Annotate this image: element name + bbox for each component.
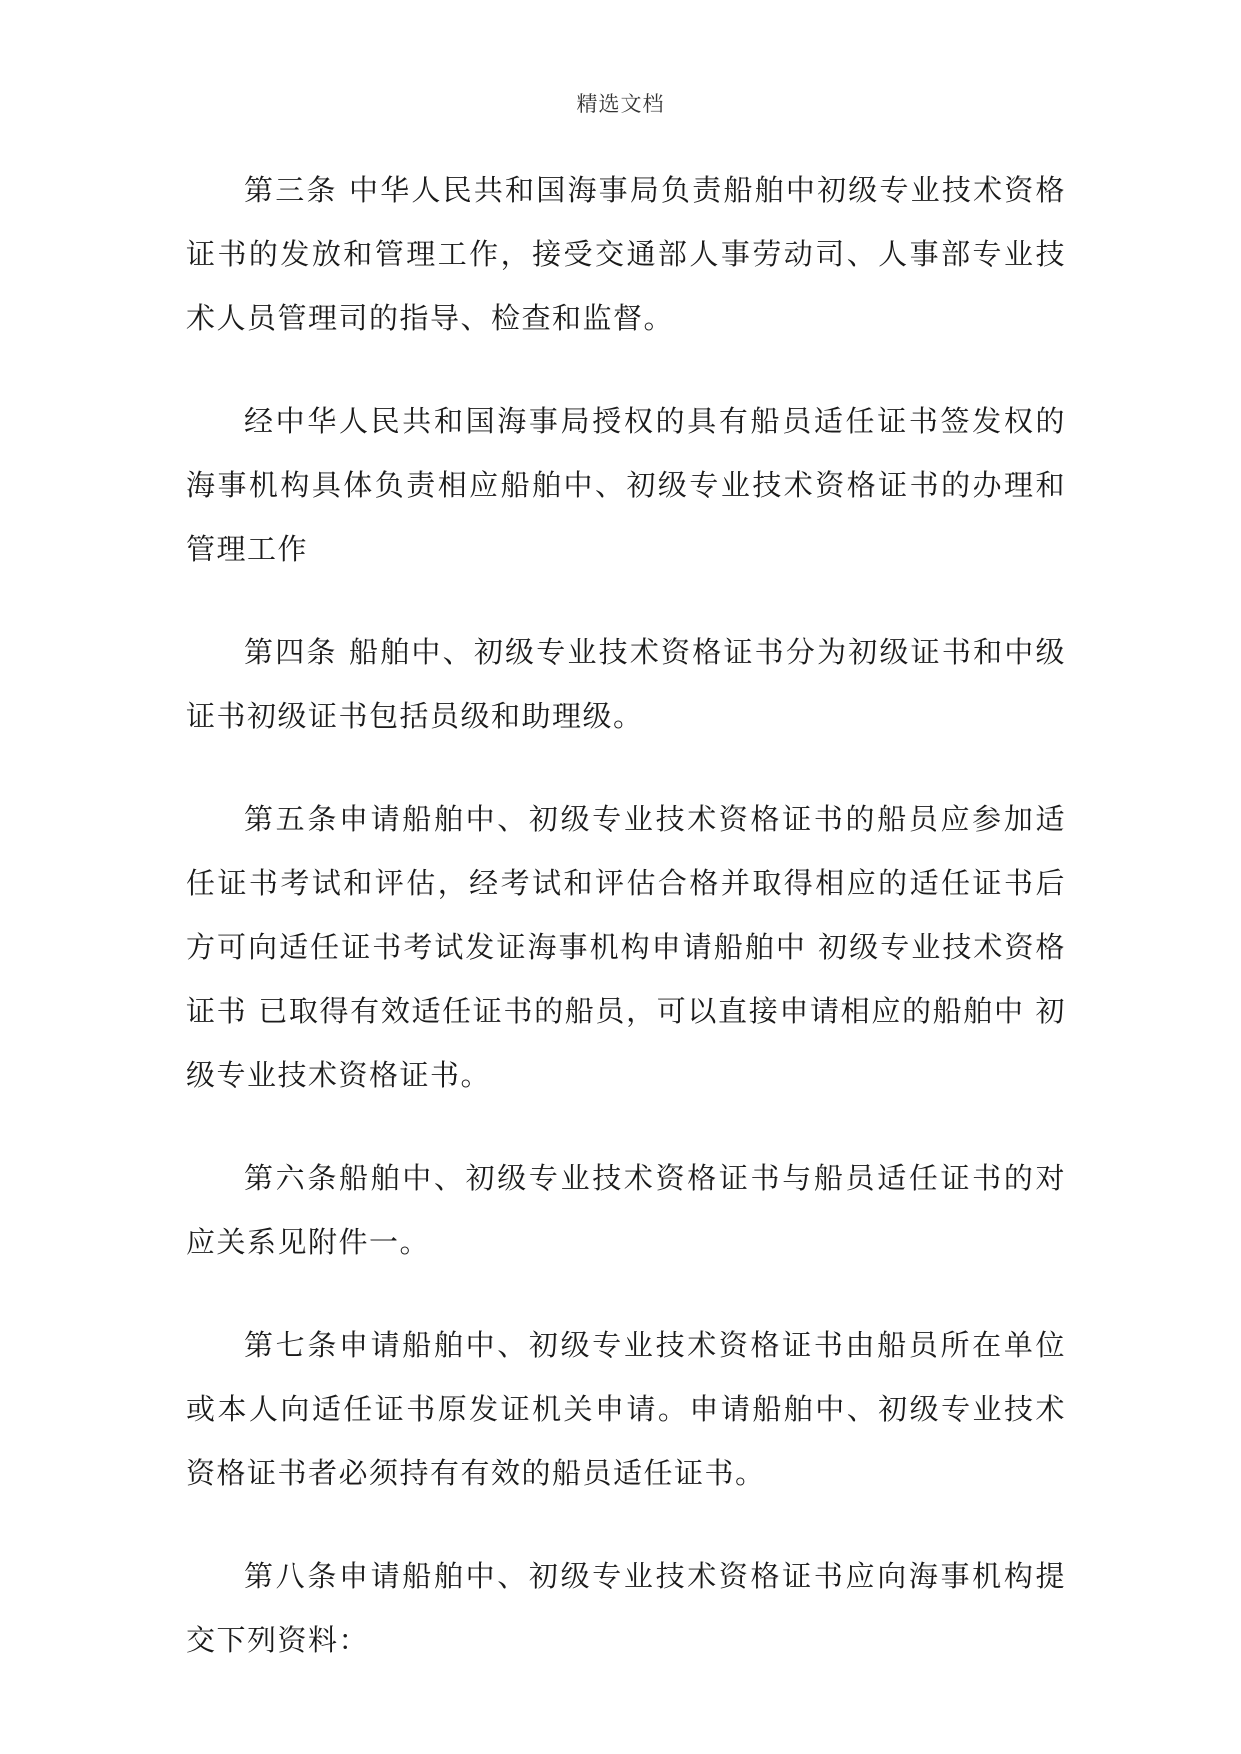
document-body xyxy=(186,158,1066,1711)
paragraph-article-7: 第七条申请船舶中、初级专业技术资格证书由船员所在单位或本人向适任证书原发证机关申请。申请船舶中、初级专业技术资格证书者必须持有有效的船员适任证书。 xyxy=(186,1328,1066,1490)
paragraph-article-5: 第五条申请船舶中、初级专业技术资格证书的船员应参加适任证书考试和评估，经考试和评估合格并取得相应的适任证书后 方可向适任证书考试发证海事机构申请船舶中 初级专业技术资格证书 已取得有效适任证书的船员，可以直接申请相应的船舶中 初级专业技术资格证书。 xyxy=(186,802,1066,1092)
paragraph-article-6: 第六条船舶中、初级专业技术资格证书与船员适任证书的对应关系见附件一。 xyxy=(186,1161,1066,1259)
paragraph-article-8: 第八条申请船舶中、初级专业技术资格证书应向海事机构提交下列资料： xyxy=(186,1559,1066,1657)
paragraph-article-3-authorization: 经中华人民共和国海事局授权的具有船员适任证书签发权的海事机构具体负责相应船舶中、初级专业技术资格证书的办理和管理工作 xyxy=(186,404,1066,566)
paragraph-article-4: 第四条 船舶中、初级专业技术资格证书分为初级证书和中级证书初级证书包括员级和助理级。 xyxy=(186,635,1066,733)
paragraph-article-3: 第三条 中华人民共和国海事局负责船舶中初级专业技术资格证书的发放和管理工作，接受交通部人事劳动司、人事部专业技术人员管理司的指导、检查和监督。 xyxy=(186,173,1066,335)
page-header: 精选文档 xyxy=(576,92,665,116)
